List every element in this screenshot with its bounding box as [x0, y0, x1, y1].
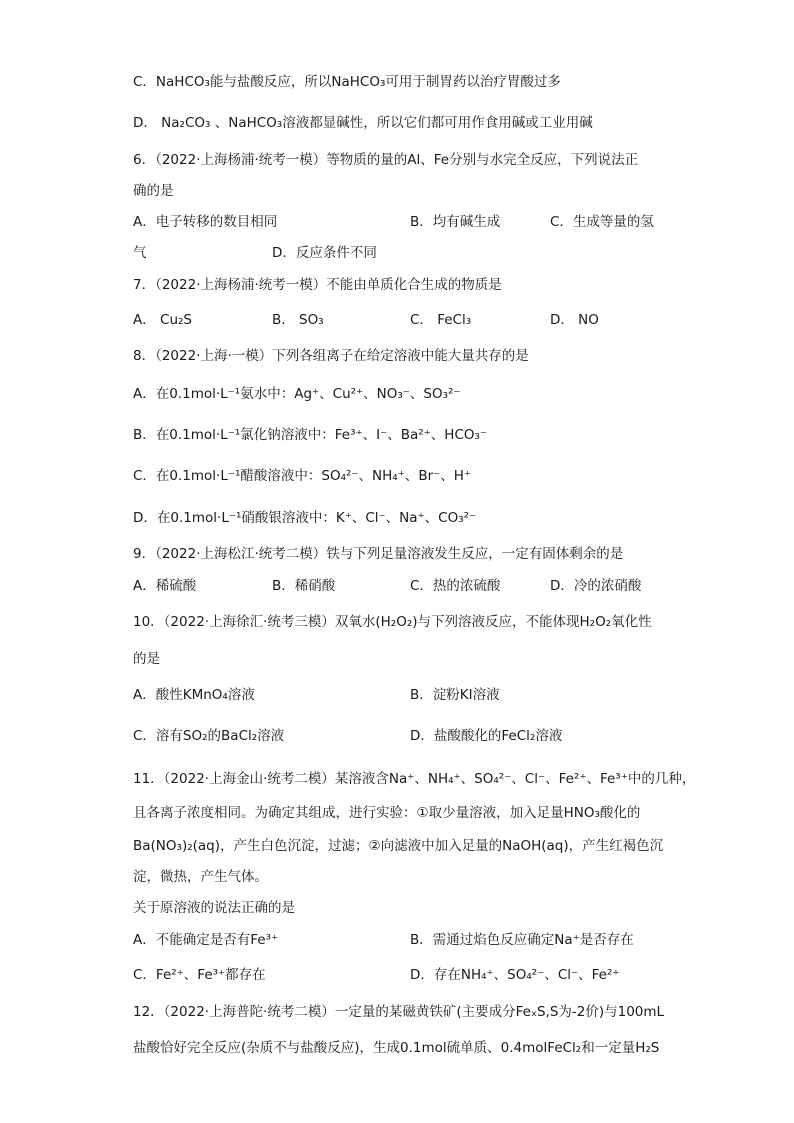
- q9-option-b: B．稀硝酸: [272, 578, 336, 594]
- q9-stem: 9．（2022·上海松江·统考二模）铁与下列足量溶液发生反应，一定有固体剩余的是: [133, 546, 624, 562]
- q10-stem-line2: 的是: [133, 651, 160, 667]
- q10-option-b: B．淀粉KI溶液: [410, 687, 500, 703]
- q12-stem-line1: 12．（2022·上海普陀·统考二模）一定量的某磁黄铁矿(主要成分FeₓS,S为-2价)与100mL: [133, 1004, 665, 1020]
- q10-option-d: D．盐酸酸化的FeCl₂溶液: [410, 728, 563, 744]
- q7-option-d: D． NO: [550, 312, 599, 328]
- q11-stem-line2: 且各离子浓度相同。为确定其组成，进行实验：①取少量溶液，加入足量HNO₃酸化的: [133, 805, 641, 821]
- q8-option-d: D．在0.1mol·L⁻¹硝酸银溶液中：K⁺、Cl⁻、Na⁺、CO₃²⁻: [133, 510, 477, 526]
- q6-option-a: A．电子转移的数目相同: [133, 214, 278, 230]
- q9-option-a: A．稀硫酸: [133, 578, 197, 594]
- q11-stem-line4: 淀，微热，产生气体。: [133, 869, 268, 885]
- q6-stem-line2: 确的是: [133, 183, 174, 199]
- q9-option-d: D．冷的浓硝酸: [550, 578, 642, 594]
- q10-option-a: A．酸性KMnO₄溶液: [133, 687, 255, 703]
- q6-option-b: B．均有碱生成: [410, 214, 501, 230]
- q7-option-b: B． SO₃: [272, 312, 324, 328]
- q8-stem: 8．（2022·上海·一模）下列各组离子在给定溶液中能大量共存的是: [133, 348, 529, 364]
- q11-stem-line1: 11．（2022·上海金山·统考二模）某溶液含Na⁺、NH₄⁺、SO₄²⁻、Cl⁻、Fe²⁺、Fe³⁺中的几种，: [133, 771, 696, 787]
- q12-stem-line2: 盐酸恰好完全反应(杂质不与盐酸反应)，生成0.1mol硫单质、0.4molFeCl₂和一定量H₂S: [133, 1040, 660, 1056]
- q7-stem: 7．（2022·上海杨浦·统考一模）不能由单质化合生成的物质是: [133, 277, 502, 293]
- q9-option-c: C．热的浓硫酸: [410, 578, 501, 594]
- q10-stem-line1: 10．（2022·上海徐汇·统考三模）双氧水(H₂O₂)与下列溶液反应，不能体现H₂O₂氧化性: [133, 614, 652, 630]
- q8-option-b: B．在0.1mol·L⁻¹氯化钠溶液中：Fe³⁺、I⁻、Ba²⁺、HCO₃⁻: [133, 427, 488, 443]
- q10-option-c: C．溶有SO₂的BaCl₂溶液: [133, 728, 285, 744]
- q11-option-c: C．Fe²⁺、Fe³⁺都存在: [133, 967, 266, 983]
- q11-stem-line5: 关于原溶液的说法正确的是: [133, 900, 295, 916]
- q5-option-c: C．NaHCO₃能与盐酸反应，所以NaHCO₃可用于制胃药以治疗胃酸过多: [133, 74, 561, 90]
- q11-option-b: B．需通过焰色反应确定Na⁺是否存在: [410, 932, 634, 948]
- q8-option-a: A．在0.1mol·L⁻¹氨水中：Ag⁺、Cu²⁺、NO₃⁻、SO₃²⁻: [133, 386, 461, 402]
- q7-option-a: A． Cu₂S: [133, 312, 192, 328]
- q11-option-d: D．存在NH₄⁺、SO₄²⁻、Cl⁻、Fe²⁺: [410, 967, 620, 983]
- q11-stem-line3: Ba(NO₃)₂(aq)，产生白色沉淀，过滤；②向滤液中加入足量的NaOH(aq)，产生红褐色沉: [133, 838, 664, 854]
- q8-option-c: C．在0.1mol·L⁻¹醋酸溶液中：SO₄²⁻、NH₄⁺、Br⁻、H⁺: [133, 468, 472, 484]
- q6-option-c-cont: 气: [133, 245, 147, 261]
- q6-option-d: D．反应条件不同: [272, 245, 377, 261]
- q7-option-c: C． FeCl₃: [410, 312, 472, 328]
- q11-option-a: A．不能确定是否有Fe³⁺: [133, 932, 279, 948]
- q6-stem-line1: 6．（2022·上海杨浦·统考一模）等物质的量的Al、Fe分别与水完全反应，下列说法正: [133, 152, 639, 168]
- q6-option-c: C．生成等量的氢: [550, 214, 654, 230]
- q5-option-d: D． Na₂CO₃ 、NaHCO₃溶液都显碱性，所以它们都可用作食用碱或工业用碱: [133, 115, 593, 131]
